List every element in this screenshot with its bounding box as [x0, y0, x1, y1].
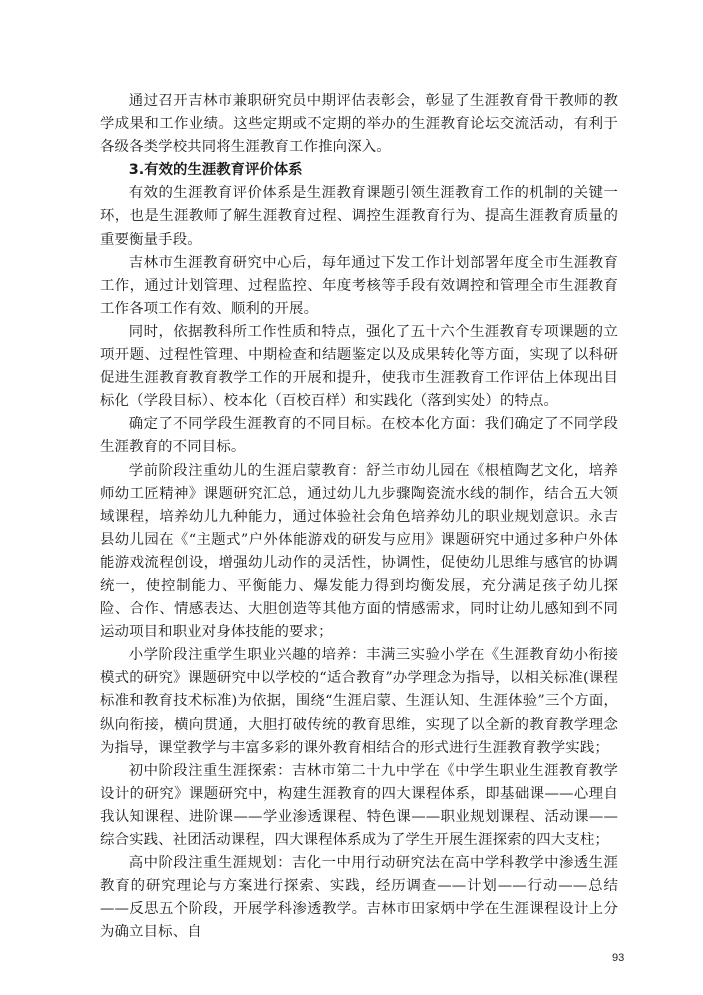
paragraph-stage-goals: 确定了不同学段生涯教育的不同目标。在校本化方面：我们确定了不同学段生涯教育的不同目标。: [100, 416, 618, 456]
paragraph-senior-high: 高中阶段注重生涯规划：吉化一中用行动研究法在高中学科教学中渗透生涯教育的研究理论与方案进行探索、实践，经历调查——计划——行动——总结——反思五个阶段，开展学科渗透教学。吉林市田家炳中学在生涯课程设计上分为确立目标、自: [100, 855, 618, 941]
page-body: [100, 90, 618, 944]
paragraph-preschool: 学前阶段注重幼儿的生涯启蒙教育：舒兰市幼儿园在《根植陶艺文化，培养师幼工匠精神》课题研究汇总，通过幼儿九步骤陶瓷流水线的制作，结合五大领域课程，培养幼儿九种能力，通过体验社会角色培养幼儿的职业规划意识。永吉县幼儿园在《“主题式”户外体能游戏的研发与应用》课题研究中通过多种户外体能游戏流程创设，增强幼儿动作的灵活性，协调性，促使幼儿思维与感官的协调统一，使控制能力、平衡能力、爆发能力得到均衡发展，充分满足孩子幼儿探险、合作、情感表达、大胆创造等其他方面的情感需求，同时让幼儿感知到不同运动项目和职业对身体技能的要求；: [100, 462, 618, 641]
section-heading: 3.有效的生涯教育评价体系: [128, 162, 303, 179]
paragraph-primary-school: 小学阶段注重学生职业兴趣的培养：丰满三实验小学在《生涯教育幼小衔接模式的研究》课题研究中以学校的“适合教育”办学理念为指导，以相关标准(课程标准和教育技术标准)为依据，围绕“生涯启蒙、生涯认知、生涯体验”三个方面，纵向衔接，横向贯通，大胆打破传统的教育思维，实现了以全新的教育教学理念为指导，课堂教学与丰富多彩的课外教育相结合的形式进行生涯教育教学实践；: [100, 647, 618, 756]
paragraph-forum-summary: 通过召开吉林市兼职研究员中期评估表彰会，彰显了生涯教育骨干教师的教学成果和工作业绩。这些定期或不定期的举办的生涯教育论坛交流活动，有利于各级各类学校共同将生涯教育工作推向深入。: [100, 93, 618, 156]
paragraph-evaluation-system: 有效的生涯教育评价体系是生涯教育课题引领生涯教育工作的机制的关键一环，也是生涯教师了解生涯教育过程、调控生涯教育行为、提高生涯教育质量的重要衡量手段。: [100, 185, 618, 248]
paragraph-junior-high: 初中阶段注重生涯探索：吉林市第二十九中学在《中学生职业生涯教育教学设计的研究》课题研究中，构建生涯教育的四大课程体系，即基础课——心理自我认知课程、进阶课——学业渗透课程、特色课——职业规划课程、活动课——综合实践、社团活动课程，四大课程体系成为了学生开展生涯探索的四大支柱；: [100, 762, 618, 848]
paragraph-special-projects: 同时，依据教科所工作性质和特点，强化了五十六个生涯教育专项课题的立项开题、过程性管理、中期检查和结题鉴定以及成果转化等方面，实现了以科研促进生涯教育教育教学工作的开展和提升，使我市生涯教育工作评估上体现出目标化（学段目标）、校本化（百校百样）和实践化（落到实处）的特点。: [100, 323, 618, 410]
paragraph-research-center: 吉林市生涯教育研究中心后，每年通过下发工作计划部署年度全市生涯教育工作，通过计划管理、过程监控、年度考核等手段有效调控和管理全市生涯教育工作各项工作有效、顺利的开展。: [100, 254, 618, 317]
page-number: 93: [612, 952, 625, 964]
